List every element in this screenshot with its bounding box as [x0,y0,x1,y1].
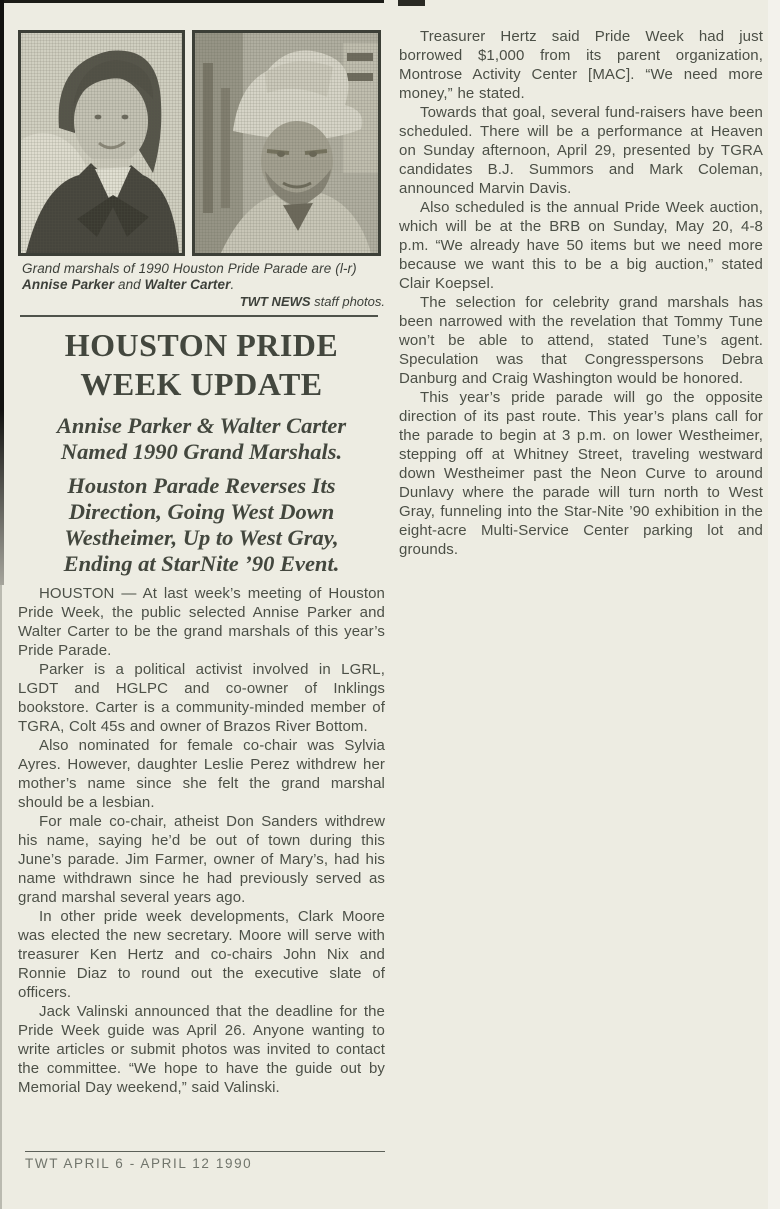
paragraph: Treasurer Hertz said Pride Week had just borrowed $1,000 from its parent organization, Montrose Activity Center [MAC]. “We need more money,” he stated. [399,28,763,102]
paragraph: Towards that goal, several fund-raisers have been scheduled. There will be a performance at Heaven on Sunday afternoon, April 29, presented by TGRA candidates B.J. Summors and Mark Coleman, announced Marvin Davis. [399,104,763,197]
credit-text: staff photos. [310,294,385,309]
paragraph: This year’s pride parade will go the opposite direction of its past route. This year’s plans call for the parade to begin at 3 p.m. on lower Westheimer, stepping off at Whitney Street, traveling westward down Westheimer past the Neon Curve to around Dunlavy where the parade will turn north to West Gray, funneling into the Star-Nite ’90 exhibition in the eight-acre Multi-Service Center parking lot and grounds. [399,389,763,558]
article-body-right [399,27,763,559]
headline-divider [20,315,378,317]
scan-edge-left [0,0,4,585]
page-footer [25,1151,387,1171]
paragraph: Also nominated for female co-chair was Sylvia Ayres. However, daughter Leslie Perez withdrew her mother’s name since she felt the grand marshal should be a lesbian. [18,737,385,811]
right-column [399,20,763,559]
footer-divider [25,1151,385,1152]
scan-edge-right [768,0,780,1209]
scan-edge-top [0,0,384,3]
paragraph: Jack Valinski announced that the deadline for the Pride Week guide was April 26. Anyone wanting to write articles or submit photos was invited to contact the committee. “We hope to have the guide out by Memorial Day weekend,” said Valinski. [18,1003,385,1096]
photo-walter-carter [192,30,381,256]
issue-date-line: TWT APRIL 6 - APRIL 12 1990 [25,1156,253,1171]
caption-name-annise: Annise Parker [22,277,115,292]
credit-publication: TWT NEWS [239,294,311,309]
paragraph: In other pride week developments, Clark Moore was elected the new secretary. Moore will serve with treasurer Ken Hertz and co-chairs John Nix and Ronnie Diaz to round out the executive slate of officers. [18,908,385,1001]
headline: HOUSTON PRIDE WEEK UPDATE [64,327,339,402]
caption-end: . [230,277,235,292]
portrait-illustration-walter [195,33,378,253]
scan-edge-top-dash [398,0,425,6]
paragraph: For male co-chair, atheist Don Sanders withdrew his name, saying he’d be out of town during this June’s parade. Jim Farmer, owner of Mary’s, had his name withdrawn since he had previously served as grand marshal several years ago. [18,813,385,906]
subhead-grand-marshals: Annise Parker & Walter Carter Named 1990 Grand Marshals. [56,413,347,464]
caption-name-walter: Walter Carter [144,277,231,292]
paragraph: Also scheduled is the annual Pride Week auction, which will be at the BRB on Sunday, May 20, 4-8 p.m. “We already have 50 items but we need more because we want this to be a big auction,” stated Clair Koepsel. [399,199,763,292]
photo-annise-parker [18,30,185,256]
caption-lead: Grand marshals of 1990 Houston Pride Parade are (l-r) [22,261,357,276]
paragraph: Parker is a political activist involved in LGRL, LGDT and HGLPC and co-owner of Inklings bookstore. Carter is a community-minded member of TGRA, Colt 45s and owner of Brazos River Bottom. [18,661,385,735]
photo-row [18,30,385,256]
subhead-parade-route: Houston Parade Reverses Its Direction, Going West Down Westheimer, Up to West Gray, Ending at StarNite ’90 Event. [63,473,340,576]
article-body-left [18,584,385,1097]
left-column [18,30,385,1097]
photo-caption [22,261,385,293]
photo-credit [22,294,385,309]
portrait-illustration-annise [21,33,182,253]
paragraph-dateline: HOUSTON — At last week’s meeting of Houston Pride Week, the public selected Annise Parker and Walter Carter to be the grand marshals of this year’s Pride Parade. [18,585,385,659]
scan-edge-left-thin [0,585,2,1209]
paragraph: The selection for celebrity grand marshals has been narrowed with the revelation that Tommy Tune won’t be able to attend, stated Tune’s agent. Speculation was that Congresspersons Debra Danburg and Craig Washington would be honored. [399,294,763,387]
caption-conjunction: and [114,277,145,292]
